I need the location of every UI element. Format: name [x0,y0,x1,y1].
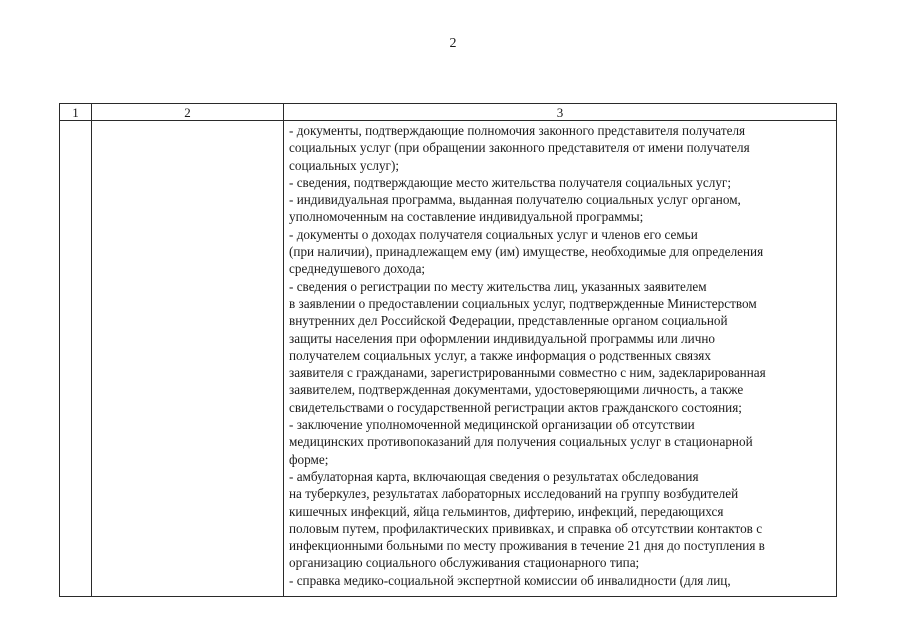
document-line: социальных услуг); [289,157,400,173]
cell-column-3 [284,121,837,597]
table-row [60,121,837,597]
document-line: - заключение уполномоченной медицинской организации об отсутствии [289,417,695,433]
document-line: инфекционными больными по месту проживания в течение 21 дня до поступления в [289,538,765,554]
document-line: форме; [289,451,329,467]
document-line: - амбулаторная карта, включающая сведения о результатах обследования [289,468,699,484]
document-line: социальных услуг (при обращении законного представителя от имени получателя [289,140,750,156]
document-line: заявителем, подтвержденная документами, удостоверяющими личность, а также [289,382,744,398]
cell-column-2 [92,121,284,597]
document-line: кишечных инфекций, яйца гельминтов, дифтерию, инфекций, передающихся [289,503,724,519]
page-number: 2 [449,36,457,51]
document-line: получателем социальных услуг, а также информация о родственных связях [289,347,711,363]
document-line: - сведения, подтверждающие место жительства получателя социальных услуг; [289,174,731,190]
document-line: в заявлении о предоставлении социальных услуг, подтвержденные Министерством [289,295,757,311]
document-line: - справка медико-социальной экспертной комиссии об инвалидности (для лиц, [289,572,731,588]
column-header-2: 2 [92,104,284,121]
column-header-3: 3 [284,104,837,121]
document-line: - документы, подтверждающие полномочия законного представителя получателя [289,123,746,138]
document-line: среднедушевого дохода; [289,261,426,277]
table-header-row [60,104,837,121]
document-list-text [289,122,832,589]
document-line: организацию социального обслуживания стационарного типа; [289,555,640,571]
document-line: защиты населения при оформлении индивидуальной программы или лично [289,330,715,346]
document-line: (при наличии), принадлежащем ему (им) имуществе, необходимые для определения [289,244,764,260]
document-line: внутренних дел Российской Федерации, представленные органом социальной [289,313,728,329]
document-line: - сведения о регистрации по месту жительства лиц, указанных заявителем [289,278,707,294]
document-line: заявителя с гражданами, зарегистрированными совместно с ним, задекларированная [289,365,766,381]
document-line: половым путем, профилактических прививках, и справка об отсутствии контактов с [289,520,763,536]
document-line: - индивидуальная программа, выданная получателю социальных услуг органом, [289,192,741,208]
cell-column-1 [60,121,92,597]
document-table [59,103,837,597]
document-line: медицинских противопоказаний для получения социальных услуг в стационарной [289,434,753,450]
column-header-1: 1 [60,104,92,121]
document-line: - документы о доходах получателя социальных услуг и членов его семьи [289,226,698,242]
document-line: уполномоченным на составление индивидуальной программы; [289,209,644,225]
document-line: на туберкулез, результатах лабораторных исследований на группу возбудителей [289,486,739,502]
document-line: свидетельствами о государственной регистрации актов гражданского состояния; [289,399,742,415]
